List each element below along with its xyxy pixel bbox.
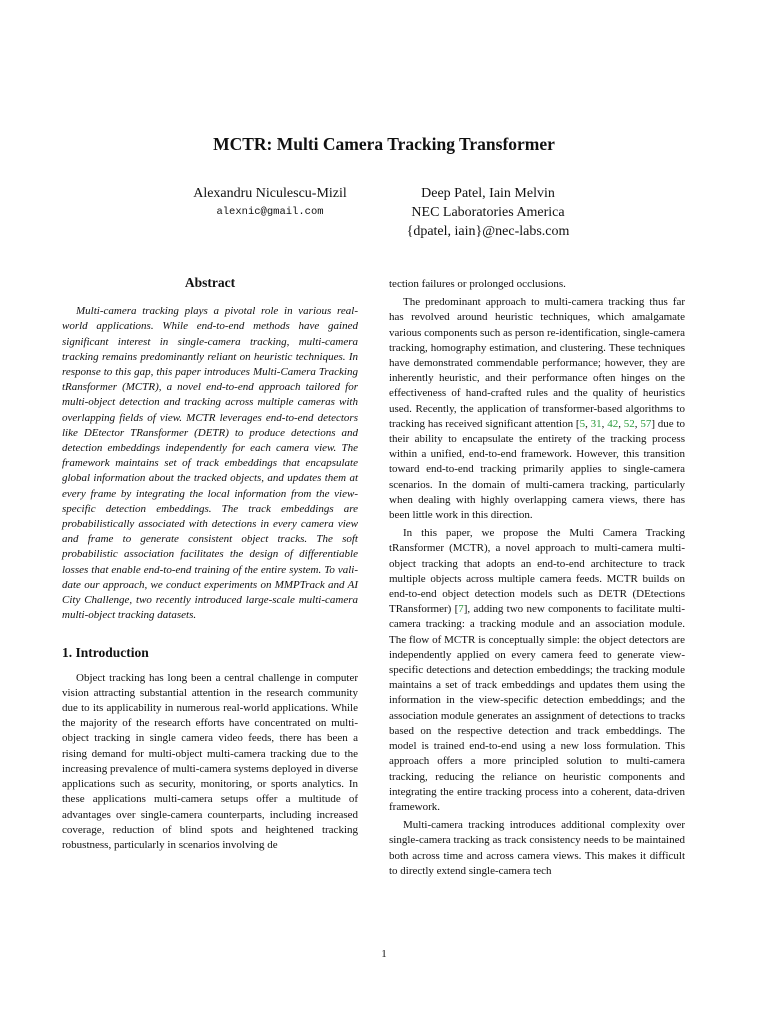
- abstract-body: [62, 304, 358, 623]
- left-column: [62, 275, 358, 856]
- right-column: [389, 277, 685, 882]
- paragraph-text: ], adding two new components to facilitate multi-camera tracking: a tracking module and an association module. The flow of MCTR is conceptually simple: the object detectors are independently applied on every camera feed to generate view-specific detections and detection embeddings; the tracking module maintains a set of track embeddings and updates them using the information in the view-specific detection embeddings; and the association module generates an assignment of detections to tracks based on the respective detection and track embeddings. The model is trained end-to-end using a new loss formulation. This approach offers a more principled solution to multi-camera tracking, reducing the reliance on heuristic components and integrating the entire tracking process into a coherent, data-driven framework.: [389, 603, 685, 813]
- paper-title: MCTR: Multi Camera Tracking Transformer: [213, 134, 555, 154]
- paragraph-text: In this paper, we propose the Multi Camera Tracking tRansformer (MCTR), a novel approach to multi-camera multi-object tracking that adopts an end-to-end architecture to track multiple objects across multiple camera feeds. MCTR builds on end-to-end object detection models such as DETR (DEtections TRansformer) [: [389, 527, 685, 616]
- author-block-right: [368, 184, 608, 241]
- author-email: alexnic@gmail.com: [216, 206, 324, 218]
- author-name: Alexandru Niculescu-Mizil: [193, 186, 347, 201]
- abstract-paragraph: Multi-camera tracking plays a pivotal role in various real-world applications. While end-to-end methods have gained significant interest in single-camera tracking, multi-camera tracking remains predominantly reliant on heuristic techniques. In response to this gap, this paper introduces Multi-Camera Tracking tRansformer (MCTR), a novel end-to-end approach tailored for multi-object detection and tracking across multiple cameras with overlapping fields of view. MCTR leverages end-to-end detectors like DEtector TRansformer (DETR) to produce detections and detection embeddings independently for each camera view. The framework maintains set of track embeddings that encapsulate global information about the tracked objects, and updates them at every frame by integrating the local information from the view-specific detection embeddings. The track embeddings are probabilistically associated with detections in every camera view and frame to generate consistent object tracks. The soft probabilistic association facilitates the design of differentiable losses that enable end-to-end training of the entire system. To validate our approach, we conduct experiments on MMPTrack and AI City Challenge, two recently introduced large-scale multi-camera multi-object tracking datasets.: [62, 305, 358, 622]
- author-names: Deep Patel, Iain Melvin: [421, 186, 555, 201]
- citation-link[interactable]: 7: [458, 603, 464, 616]
- citation-link[interactable]: 42: [607, 417, 619, 430]
- intro-paragraph-4: Multi-camera tracking introduces additional complexity over single-camera tracking as track consistency needs to be maintained both across time and across camera views. This makes it difficult to directly extend single-camera tech: [389, 819, 685, 877]
- citation-link[interactable]: 52: [623, 417, 635, 430]
- abstract-heading: Abstract: [184, 275, 236, 290]
- citation-link[interactable]: 57: [640, 417, 652, 430]
- author-email: {dpatel, iain}@nec-labs.com: [406, 224, 570, 239]
- paragraph-text: The predominant approach to multi-camera tracking thus far has revolved around heuristic techniques, which amalgamate various components such as person re-identification, single-camera tracking, homography estimation, and clustering. These techniques have demonstrated commendable performance; however, they are inherently heuristic, and their performance often hinges on the effectiveness of hand-crafted rules and the quality of heuristics used. Recently, the application of transformer-based algorithms to tracking has received significant attention [: [389, 296, 685, 430]
- author-affiliation: NEC Laboratories America: [411, 205, 565, 220]
- introduction-heading: 1. Introduction: [62, 645, 149, 661]
- intro-paragraph-1-continued: tection failures or prolonged occlusions.: [389, 278, 566, 290]
- citation-link[interactable]: 5: [579, 417, 586, 430]
- paragraph-text: ] due to their ability to encapsulate the entirety of the tracking process within a unified, end-to-end framework. However, this transition toward end-to-end tracking primarily applies to single-camera scenarios. In the domain of multi-camera tracking, particularly when dealing with highly overlapping camera views, there has been little work in this direction.: [389, 417, 686, 522]
- page-number: 1: [381, 948, 387, 960]
- citation-link[interactable]: 31: [590, 417, 602, 430]
- author-block-left: [150, 184, 390, 222]
- intro-paragraph-2: The predominant approach to multi-camera tracking thus far has revolved around heuristic techniques, which amalgamate various components such as person re-identification, single-camera tracking, homography estimation, and clustering. These techniques have demonstrated commendable performance; however, they are inherently heuristic, and their performance often hinges on the effectiveness of hand-crafted rules and the quality of heuristics used. Recently, the application of transformer-based algorithms to tracking has received significant attention [5, 31, 42, 52, 57] due to their ability to encapsulate the entirety of the tracking process within a unified, end-to-end framework. However, this transition toward end-to-end tracking primarily applies to single-camera scenarios. In the domain of multi-camera tracking, particularly when dealing with highly overlapping camera views, there has been little work in this direction.: [389, 296, 686, 522]
- intro-paragraph-3: [389, 526, 685, 815]
- intro-paragraph-1: Object tracking has long been a central challenge in computer vision attracting substantial attention in the research community due to its applicability in numerous real-world applications. While the majority of the research efforts have concentrated on multi-object tracking in single camera video feeds, there has been a rising demand for multi-object multi-camera tracking due to the increasing prevalence of multi-camera systems deployed in diverse applications such as security, monitoring, or sports analytics. In these applications multi-camera setups offer a multitude of advantages over single-camera counterparts, including increased coverage, reduction of blind spots and heightened tracking robustness, particularly in scenarios involving de: [62, 671, 358, 851]
